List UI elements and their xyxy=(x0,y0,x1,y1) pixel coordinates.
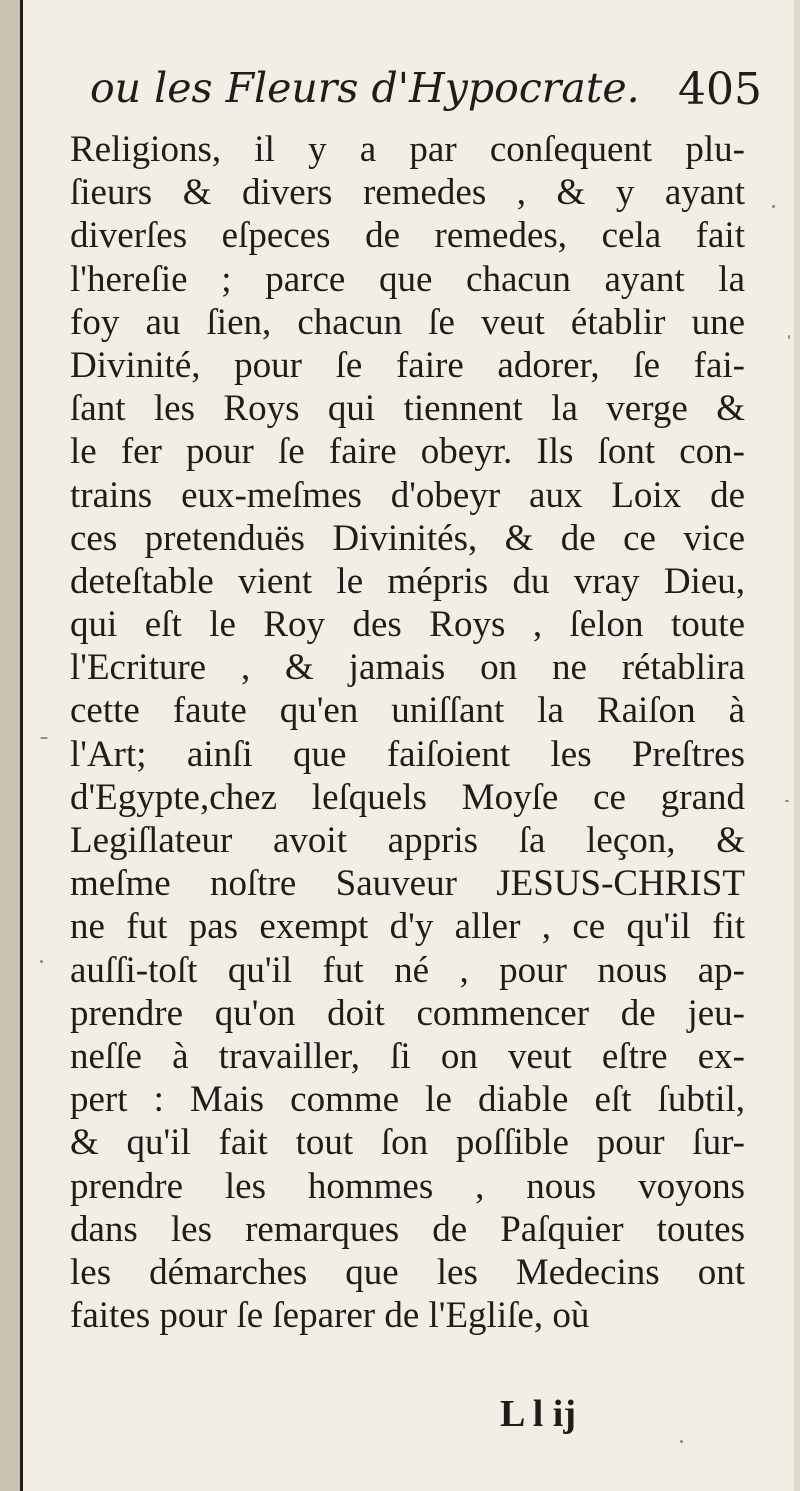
text-line: neſſe à travailler, ſi on veut eſtre ex- xyxy=(70,1035,745,1077)
binding-edge xyxy=(20,0,23,1491)
text-line: pert : Mais comme le diable eſt ſubtil, xyxy=(70,1079,745,1121)
page-number: 405 xyxy=(678,64,762,115)
paper-speck xyxy=(788,335,790,339)
text-line: & qu'il fait tout ſon poſſible pour ſur- xyxy=(70,1122,745,1164)
gutter-shadow xyxy=(0,0,20,1491)
text-line: ſieurs & divers remedes , & y ayant xyxy=(70,172,745,214)
text-line: diverſes eſpeces de remedes, cela fait xyxy=(70,215,745,257)
text-line: dans les remarques de Paſquier toutes xyxy=(70,1208,745,1250)
text-line: ſant les Roys qui tiennent la verge & xyxy=(70,388,745,430)
text-line: l'Art; ainſi que faiſoient les Preſtres xyxy=(70,733,745,775)
text-line: ces pretenduës Divinités, & de ce vice xyxy=(70,517,745,559)
text-line: trains eux-meſmes d'obeyr aux Loix de xyxy=(70,474,745,516)
text-line: deteſtable vient le mépris du vray Dieu, xyxy=(70,560,745,602)
paper-speck xyxy=(40,737,48,739)
text-line: les démarches que les Medecins ont xyxy=(70,1251,745,1293)
text-line: Religions, il y a par conſequent plu- xyxy=(70,129,745,170)
paper-speck xyxy=(40,960,43,963)
text-line: meſme noſtre Sauveur JESUS-CHRIST xyxy=(70,863,745,905)
text-line: prendre les hommes , nous voyons xyxy=(70,1165,745,1207)
text-line: l'Ecriture , & jamais on ne rétablira xyxy=(70,647,745,689)
signature-mark: L l ij xyxy=(500,1393,577,1435)
text-line: prendre qu'on doit commencer de jeu- xyxy=(70,992,745,1034)
text-line: faites pour ſe ſeparer de l'Egliſe, où xyxy=(70,1295,590,1337)
text-line: auſſi-toſt qu'il fut né , pour nous ap- xyxy=(70,949,745,991)
paper-speck xyxy=(772,205,775,208)
page-edge xyxy=(794,0,800,1491)
text-line: Divinité, pour ſe faire adorer, ſe fai- xyxy=(70,344,745,386)
text-line: le fer pour ſe faire obeyr. Ils ſont con- xyxy=(70,431,745,473)
text-line: Legiſlateur avoit appris ſa leçon, & xyxy=(70,820,745,861)
text-line: cette faute qu'en uniſſant la Raiſon à xyxy=(70,690,745,732)
text-line: d'Egypte,chez leſquels Moyſe ce grand xyxy=(70,776,745,818)
text-line: foy au ſien, chacun ſe veut établir une xyxy=(70,301,745,343)
paper-speck xyxy=(785,800,789,802)
body-text xyxy=(70,128,745,1337)
text-line: ne fut pas exempt d'y aller , ce qu'il fit xyxy=(70,906,745,948)
page-header xyxy=(90,58,770,128)
paper-speck xyxy=(680,1440,683,1443)
text-line: l'hereſie ; parce que chacun ayant la xyxy=(70,258,745,300)
running-head: ou les Fleurs d'Hypocrate. xyxy=(90,64,640,112)
text-line: qui eſt le Roy des Roys , ſelon toute xyxy=(70,604,745,646)
